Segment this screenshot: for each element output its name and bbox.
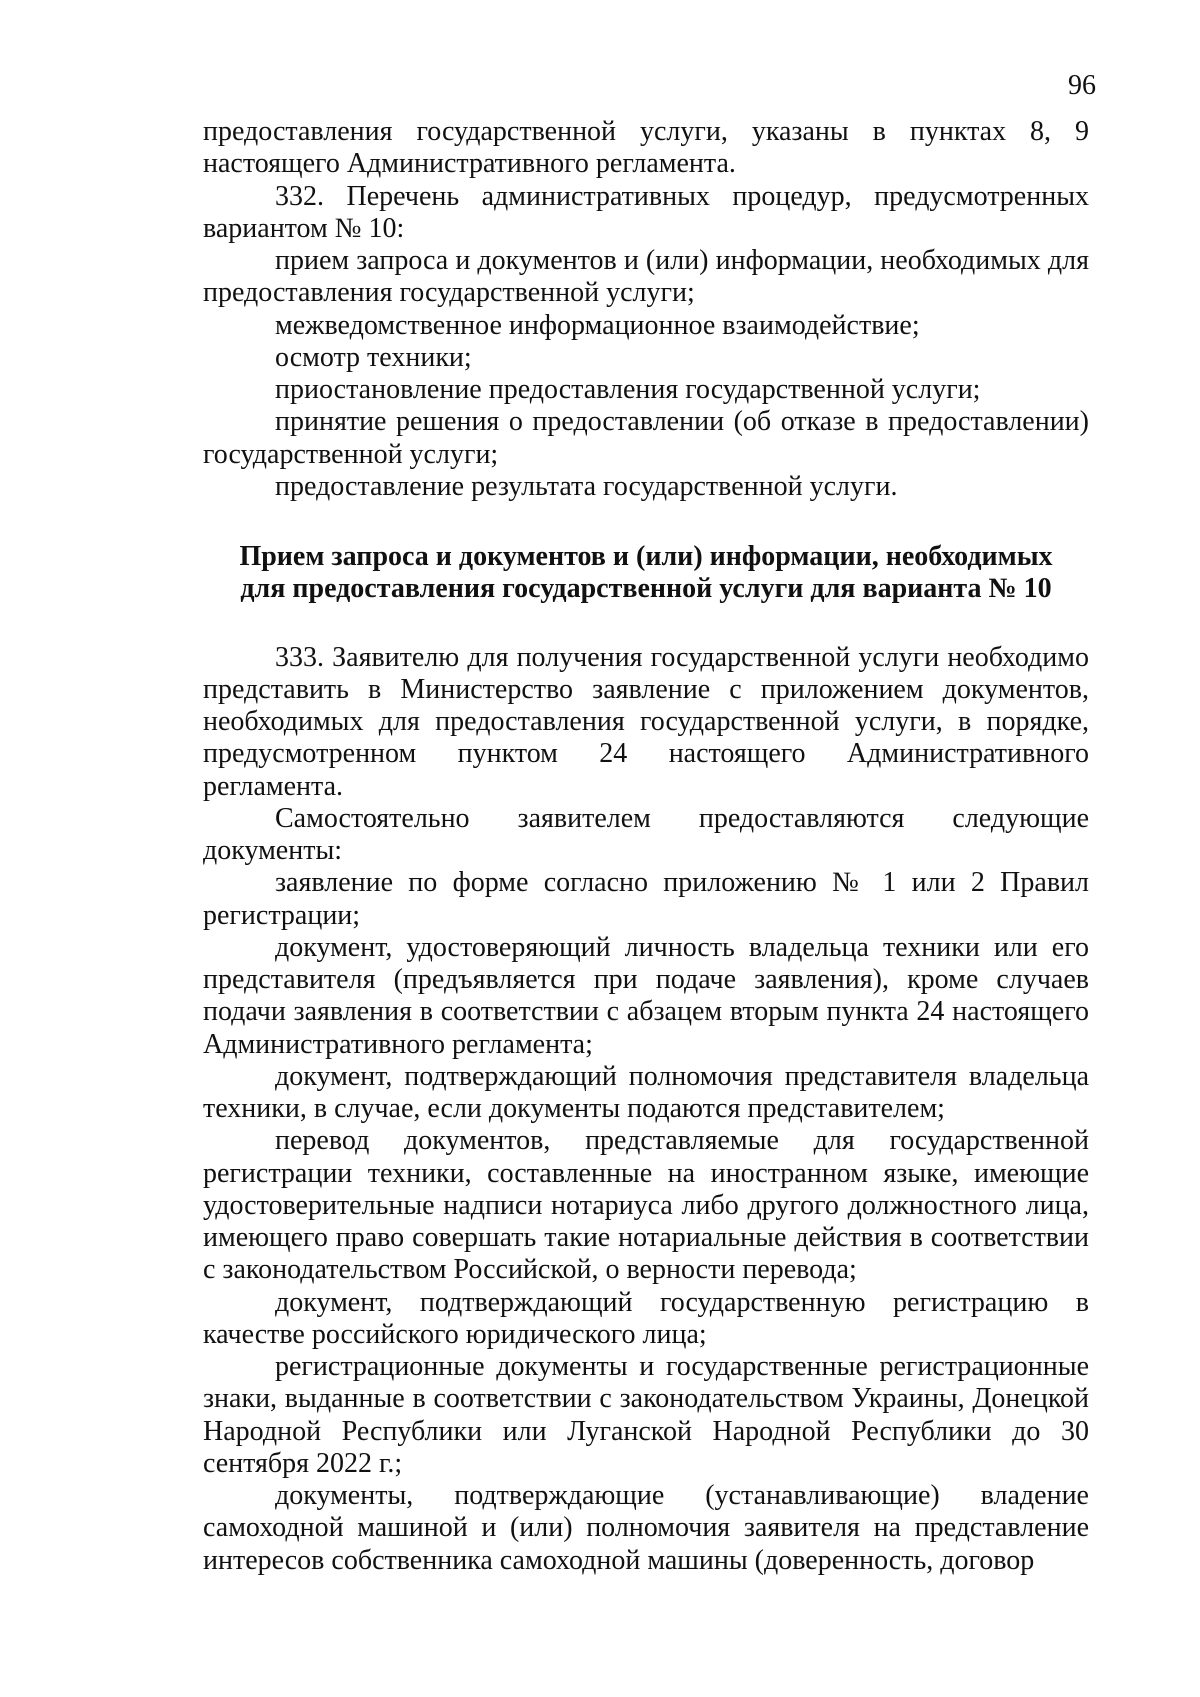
list-item: регистрационные документы и государственные регистрационные знаки, выданные в соответствии с законодательством Украины, Донецкой Народной Республики или Луганской Народной Республики до 30 сентября 2022 г.;	[203, 1351, 1089, 1479]
section-heading-line-1: Прием запроса и документов и (или) информации, необходимых	[239, 541, 1053, 572]
list-item: заявление по форме согласно приложению № 1 или 2 Правил регистрации;	[203, 867, 1089, 931]
paragraph-333: 333. Заявителю для получения государственной услуги необходимо представить в Министерство заявление с приложением документов, необходимых для предоставления государственной услуги, в порядке, предусмотренном пунктом 24 настоящего Административного регламента.	[203, 641, 1089, 802]
section-heading	[203, 541, 1089, 606]
paragraph-332: 332. Перечень административных процедур, предусмотренных вариантом № 10:	[203, 180, 1089, 244]
list-item: документ, подтверждающий государственную регистрацию в качестве российского юридического лица;	[203, 1286, 1089, 1350]
list-item: документ, подтверждающий полномочия представителя владельца техники, в случае, если документы подаются представителем;	[203, 1060, 1089, 1124]
body-paragraphs	[203, 642, 1089, 1577]
list-item: документ, удостоверяющий личность владельца техники или его представителя (предъявляется при подаче заявления), кроме случаев подачи заявления в соответствии с абзацем вторым пункта 24 настоящего Административного регламента;	[203, 931, 1089, 1060]
document-body	[203, 116, 1089, 1577]
section-heading-line-2: для предоставления государственной услуги для варианта № 10	[240, 573, 1052, 605]
list-item: прием запроса и документов и (или) информации, необходимых для предоставления государственной услуги;	[203, 245, 1089, 309]
top-paragraphs	[203, 116, 1089, 503]
paragraph: предоставления государственной услуги, указаны в пунктах 8, 9 настоящего Административного регламента.	[203, 116, 1089, 180]
list-item: документы, подтверждающие (устанавливающие) владение самоходной машиной и (или) полномочия заявителя на представление интересов собственника самоходной машины (доверенность, договор	[203, 1480, 1089, 1576]
paragraph: Самостоятельно заявителем предоставляются следующие документы:	[203, 802, 1089, 866]
list-item: приостановление предоставления государственной услуги;	[275, 374, 981, 405]
list-item: перевод документов, представляемые для государственной регистрации техники, составленные на иностранном языке, имеющие удостоверительные надписи нотариуса либо другого должностного лица, имеющего право совершать такие нотариальные действия в соответствии с законодательством Российской, о верности перевода;	[203, 1125, 1089, 1286]
list-item: межведомственное информационное взаимодействие;	[275, 309, 920, 341]
list-item: принятие решения о предоставлении (об отказе в предоставлении) государственной услуги;	[203, 406, 1089, 470]
list-item: осмотр техники;	[275, 341, 472, 373]
list-item: предоставление результата государственной услуги.	[275, 470, 898, 502]
page-number: 96	[1068, 70, 1096, 101]
spacer	[203, 606, 1089, 642]
